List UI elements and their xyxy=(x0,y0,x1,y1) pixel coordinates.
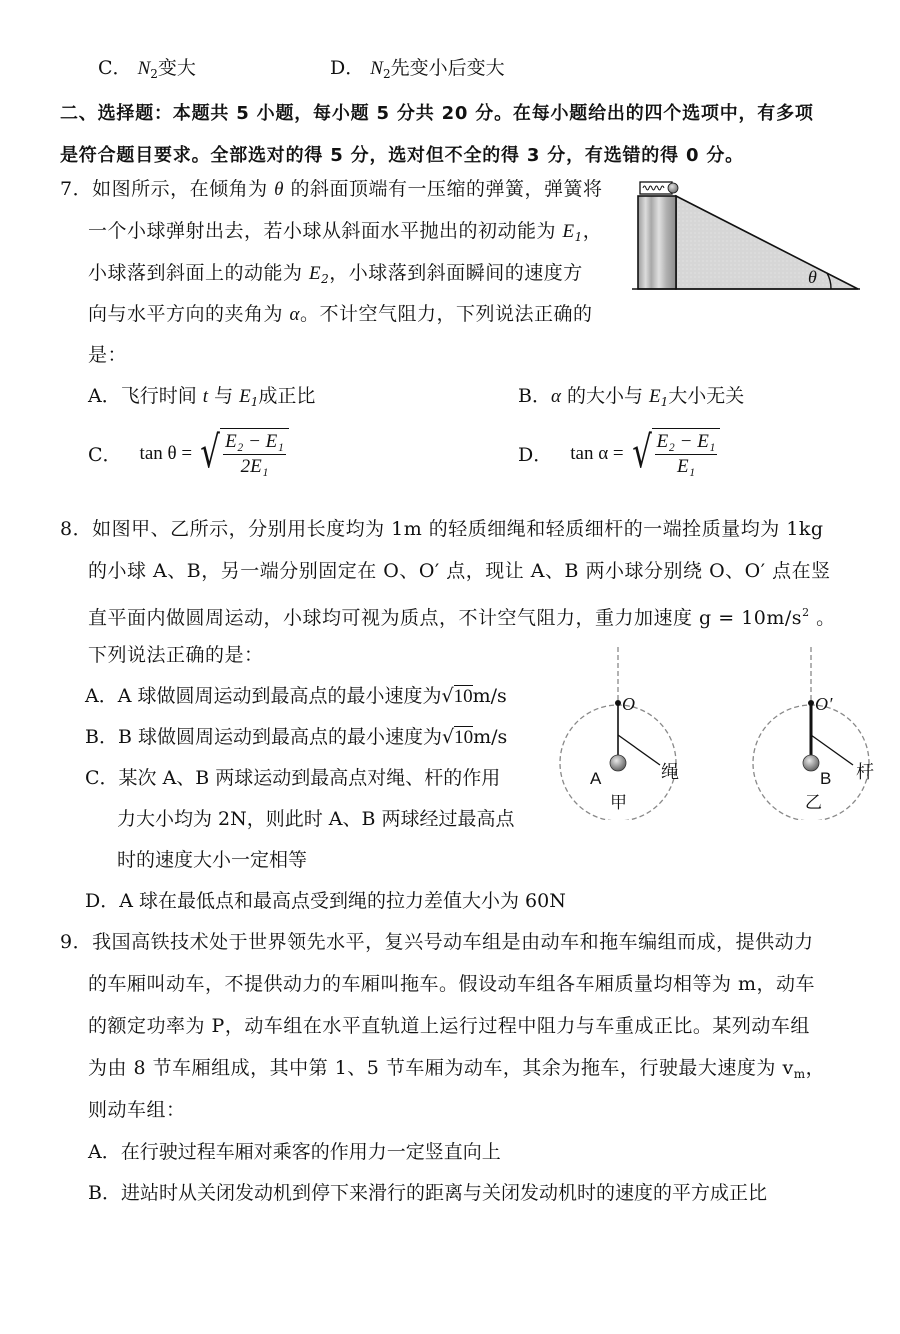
q9-line-3: 的额定功率为 P，动车组在水平直轨道上运行过程中阻力与车重成正比。某列动车组 xyxy=(88,1015,810,1037)
q8-option-c: C．某次 A、B 两球运动到最高点对绳、杆的作用 xyxy=(85,767,501,789)
caption-yi: 乙 xyxy=(805,793,823,813)
q8-option-d: D．A 球在最低点和最高点受到绳的拉力差值大小为 60N xyxy=(85,890,566,912)
sqrt-fraction xyxy=(196,428,289,479)
q9-line-1: 9．我国高铁技术处于世界领先水平，复兴号动车组是由动车和拖车编组而成，提供动力 xyxy=(60,931,814,953)
q8-line-2: 的小球 A、B，另一端分别固定在 O、O′ 点，现让 A、B 两小球分别绕 O、O′ 点在竖 xyxy=(88,560,831,582)
q8-line-4: 下列说法正确的是： xyxy=(88,644,264,666)
section-heading: 二、选择题：本题共 5 小题，每小题 5 分共 20 分。在每小题给出的四个选项中，有多项 xyxy=(60,103,814,124)
fraction-numerator: E₂ − E₁ xyxy=(655,429,718,455)
q9-line-4: 为由 8 节车厢组成，其中第 1、5 节车厢为动车，其余为拖车，行驶最大速度为 $v_m$， xyxy=(88,1057,826,1081)
section-heading-line2: 是符合题目要求。全部选对的得 5 分，选对但不全的得 3 分，有选错的得 0 分。 xyxy=(60,145,744,166)
q8-line-3: 直平面内做圆周运动，小球均可视为质点，不计空气阻力，重力加速度 $g = 10m/s^2$ 。 xyxy=(88,606,836,629)
q9-option-b: B．进站时从关闭发动机到停下来滑行的距离与关闭发动机时的速度的平方成正比 xyxy=(88,1182,767,1204)
incline-pillar xyxy=(638,196,676,289)
q7-line-5: 是： xyxy=(88,344,128,366)
sqrt-icon: √10 xyxy=(441,685,473,707)
label-a: A xyxy=(590,769,602,788)
label-rope: 绳 xyxy=(661,762,680,783)
prev-option-c: C． $N_2$变大 xyxy=(98,57,196,81)
q8-option-b: B．B 球做圆周运动到最高点的最小速度为√10m/s xyxy=(85,724,507,751)
q9-line-2: 的车厢叫动车，不提供动力的车厢叫拖车。假设动车组各车厢质量均相等为 m，动车 xyxy=(88,973,816,995)
fraction-denominator: 2E₁ xyxy=(240,456,269,477)
prev-option-d: D． $N_2$先变小后变大 xyxy=(330,57,505,81)
ball-a-icon xyxy=(610,755,626,771)
fraction-numerator: E₂ − E₁ xyxy=(223,429,286,455)
incline-slope xyxy=(676,196,858,289)
q7-line-4: 向与水平方向的夹角为 α。不计空气阻力，下列说法正确的 xyxy=(88,303,593,325)
q8-option-c-line3: 时的速度大小一定相等 xyxy=(117,849,308,871)
q8-circular-motion-figure xyxy=(545,640,890,820)
q7-line-2: 一个小球弹射出去，若小球从斜面水平抛出的初动能为 $E_1$， xyxy=(88,220,603,244)
fraction-denominator: E₁ xyxy=(676,456,696,477)
radical-icon: √ xyxy=(631,427,652,478)
q7-option-c: C． tan θ = √ $\frac{\text{E₂ − E₁}}{\text{2E₁}}$ xyxy=(88,428,289,479)
q8-line-1: 8．如图甲、乙所示，分别用长度均为 1m 的轻质细绳和轻质细杆的一端拴质量均为 1kg xyxy=(60,518,824,540)
label-o-prime: O′ xyxy=(815,694,833,714)
q8-option-a: A．A 球做圆周运动到最高点的最小速度为√10m/s xyxy=(85,683,507,710)
radical-icon: √ xyxy=(200,427,220,478)
q7-option-d: D． tan α = √ $\frac{\text{E₂ − E₁}}{\text{E₁}}$ xyxy=(518,428,720,479)
ball-icon xyxy=(668,183,678,193)
sqrt-icon: √10 xyxy=(441,726,474,748)
q8-option-c-line2: 力大小均为 2N，则此时 A、B 两球经过最高点 xyxy=(117,808,515,830)
ball-b-icon xyxy=(803,755,819,771)
label-rod: 杆 xyxy=(856,762,875,783)
formula-lhs: tan α = xyxy=(570,442,624,464)
q9-option-a: A．在行驶过程车厢对乘客的作用力一定竖直向上 xyxy=(88,1141,501,1163)
caption-jia: 甲 xyxy=(610,793,628,813)
q7-line-1: 7．如图所示，在倾角为 θ 的斜面顶端有一压缩的弹簧，弹簧将 xyxy=(60,178,603,200)
label-b: B xyxy=(820,769,832,788)
q7-line-3: 小球落到斜面上的动能为 $E_2$，小球落到斜面瞬间的速度方 xyxy=(88,262,583,286)
sqrt-fraction xyxy=(628,428,721,479)
angle-theta-label: θ xyxy=(808,267,818,287)
q7-incline-figure xyxy=(630,176,862,294)
label-o: O xyxy=(622,694,636,714)
q7-option-a: A．飞行时间 t 与 $E_1$成正比 xyxy=(88,385,316,409)
formula-lhs: tan θ = xyxy=(139,442,193,464)
spring-box xyxy=(640,182,672,194)
q7-option-b: B．α 的大小与 $E_1$大小无关 xyxy=(518,385,745,409)
q9-line-5: 则动车组： xyxy=(88,1099,186,1121)
